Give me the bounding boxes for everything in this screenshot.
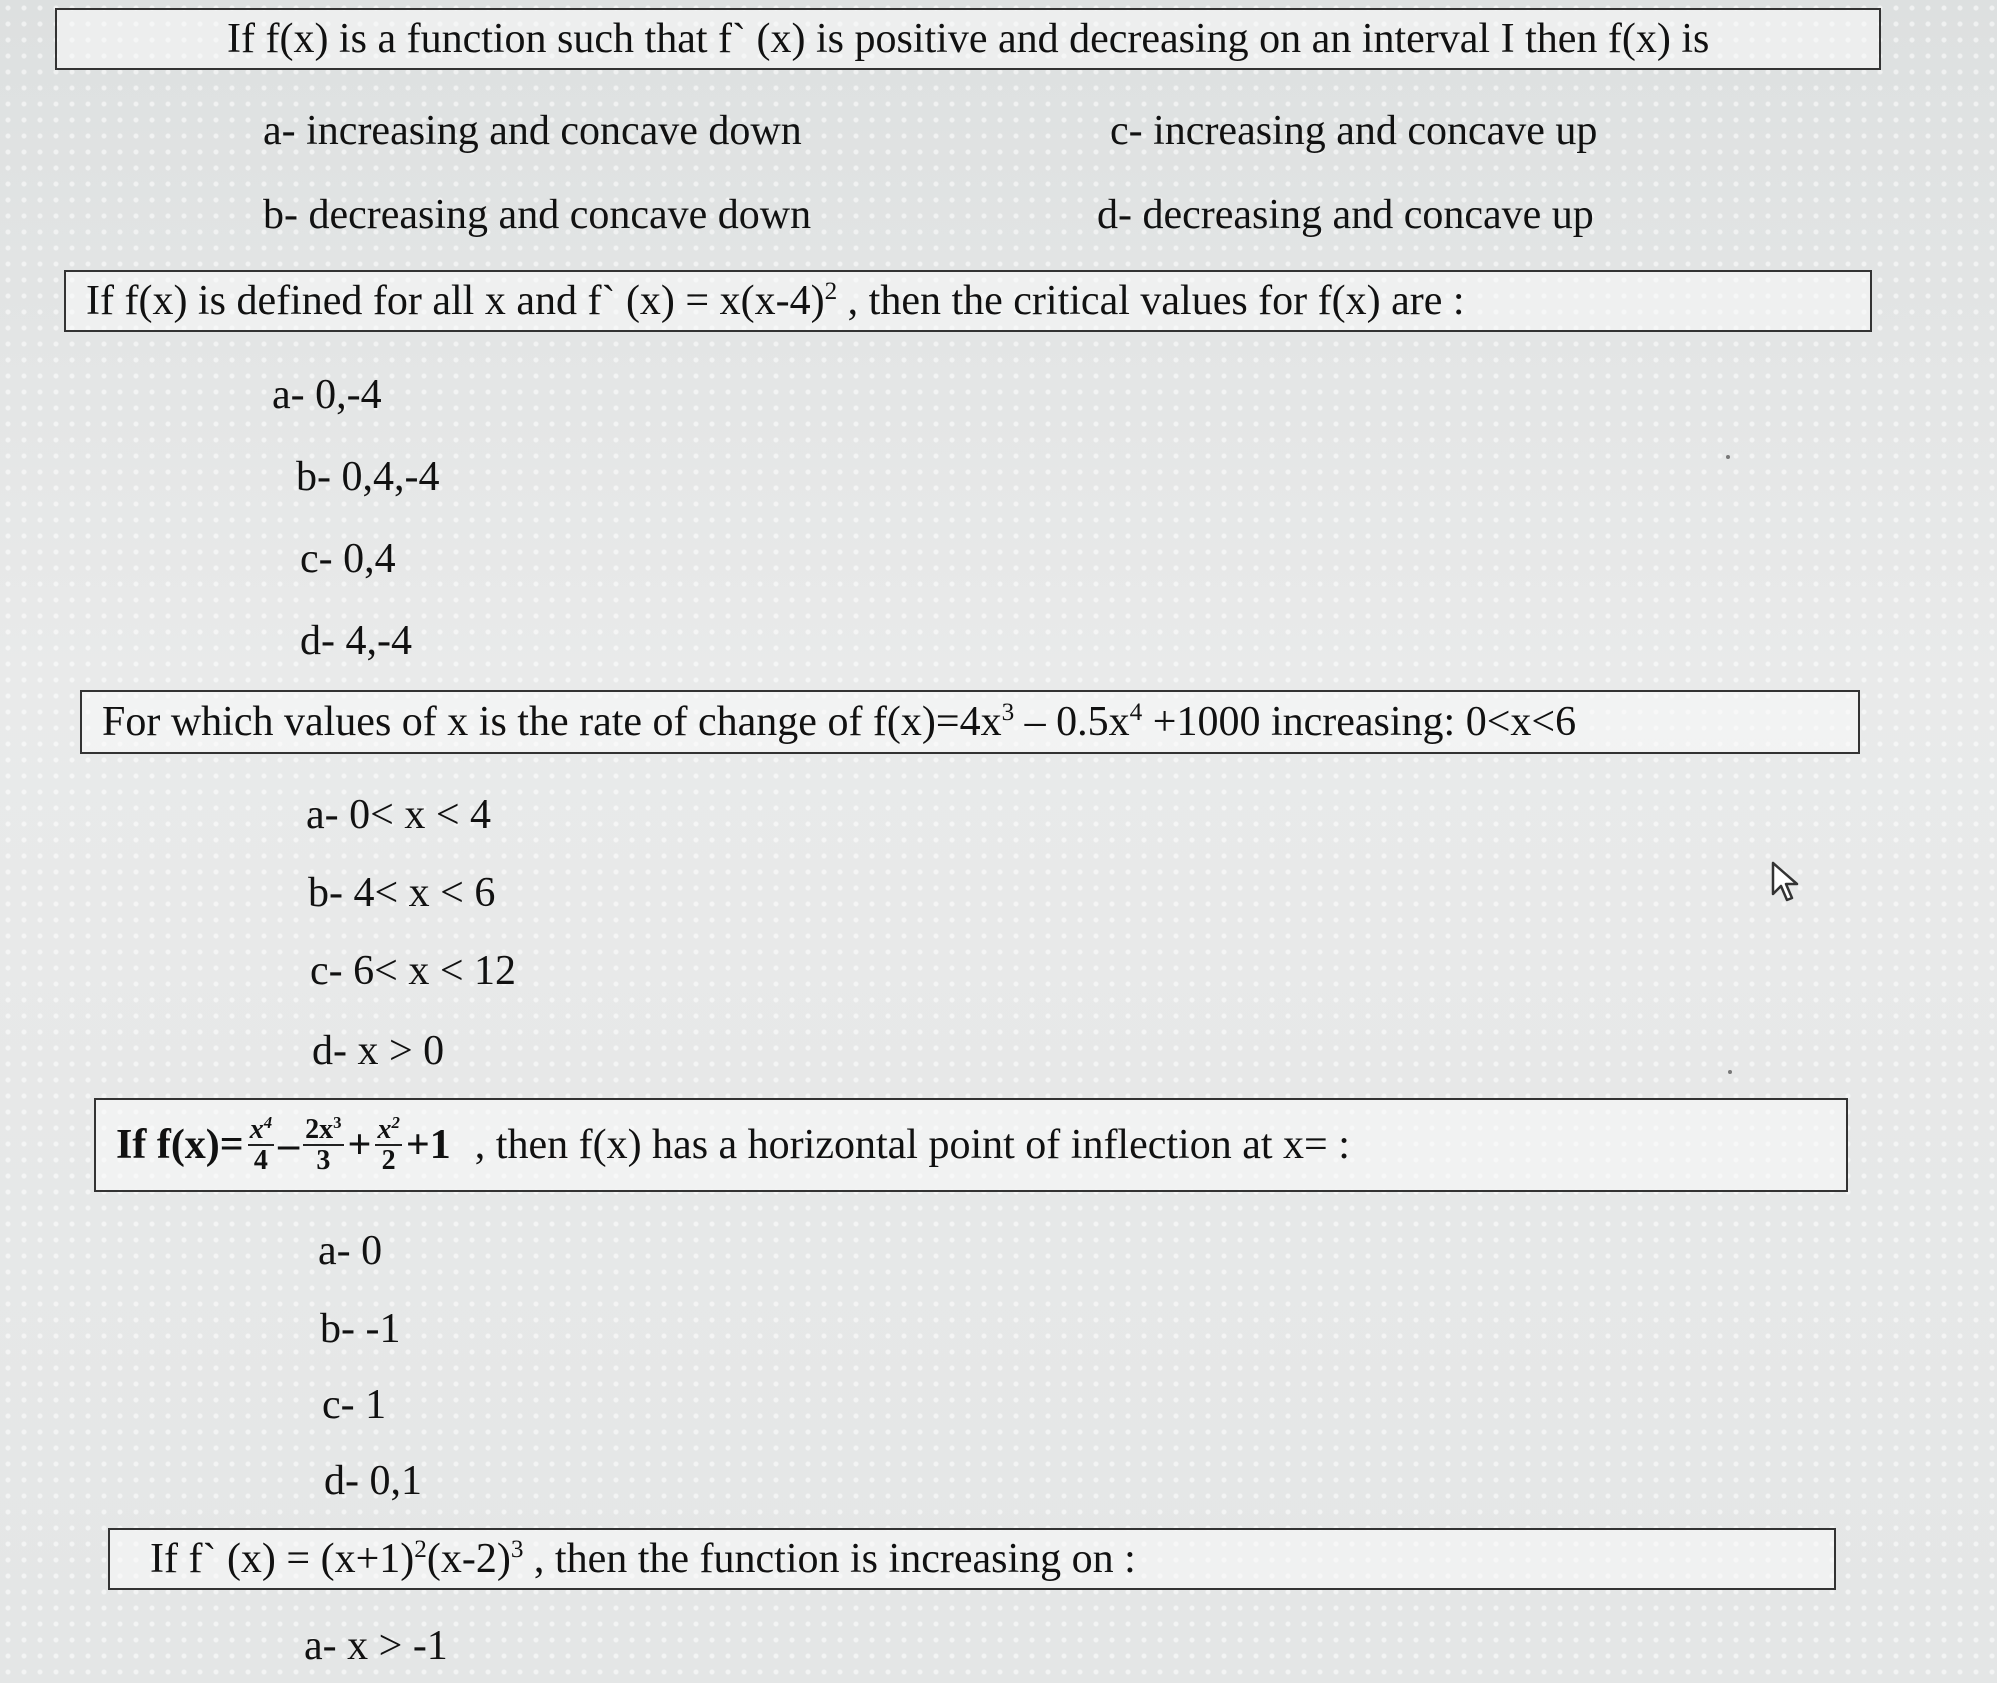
speck-2: [1728, 1070, 1732, 1074]
q2-option-d[interactable]: d- 4,-4: [300, 618, 412, 664]
q5-stem-box: [108, 1528, 1836, 1590]
q3-option-d[interactable]: d- x > 0: [312, 1028, 445, 1074]
q1-stem: If f(x) is a function such that f` (x) is positive and decreasing on an interval I then f(x) is: [227, 16, 1710, 62]
q4-option-b[interactable]: b- -1: [320, 1306, 401, 1352]
q4-stem-box: [94, 1098, 1848, 1192]
q3-stem: For which values of x is the rate of change of $f(x)=4x^3 - 0.5x^4 +1000$ increasing: 0<x<6: [102, 698, 1577, 745]
q4-option-d[interactable]: d- 0,1: [324, 1458, 422, 1504]
q2-option-a[interactable]: a- 0,-4: [272, 372, 382, 418]
q3-option-b[interactable]: b- 4< x < 6: [308, 870, 496, 916]
q3-option-a[interactable]: a- 0< x < 4: [306, 792, 492, 838]
cursor-arrow-icon: [1770, 860, 1800, 909]
q1-option-a[interactable]: a- increasing and concave down: [263, 108, 802, 154]
q1-option-c[interactable]: c- increasing and concave up: [1110, 108, 1598, 154]
q5-stem: If f` $(x) = (x+1)^2(x-2)^3$ , then the function is increasing on :: [150, 1535, 1136, 1582]
q3-stem-box: [80, 690, 1860, 754]
q4-option-c[interactable]: c- 1: [322, 1382, 387, 1428]
q1-stem-box: [55, 8, 1881, 70]
q4-fraction-1: $\frac{x^4}{4}$: [249, 1112, 273, 1176]
q1-option-b[interactable]: b- decreasing and concave down: [263, 192, 812, 238]
q1-option-d[interactable]: d- decreasing and concave up: [1097, 192, 1594, 238]
q2-stem-box: [64, 270, 1872, 332]
q2-option-c[interactable]: c- 0,4: [300, 536, 396, 582]
speck-1: [1726, 455, 1730, 459]
q4-option-a[interactable]: a- 0: [318, 1228, 383, 1274]
q4-fraction-2: $\frac{2x^3}{3}$: [305, 1112, 342, 1176]
q2-stem: If f(x) is defined for all x and f` $(x) = x(x-4)^2$ , then the critical values for f(x) are :: [86, 277, 1465, 324]
q5-option-a[interactable]: a- x > -1: [304, 1623, 448, 1669]
q4-fraction-3: $\frac{x^2}{2}$: [377, 1112, 400, 1176]
q4-stem: If f(x)= $\frac{x^4}{4}$ – $\frac{2x^3}{3}$ + $\frac{x^2}{2}$ +1 , then f(x) has a horizontal point of inflection at x= :: [116, 1112, 1350, 1176]
q2-option-b[interactable]: b- 0,4,-4: [296, 454, 440, 500]
q3-option-c[interactable]: c- 6< x < 12: [310, 948, 517, 994]
